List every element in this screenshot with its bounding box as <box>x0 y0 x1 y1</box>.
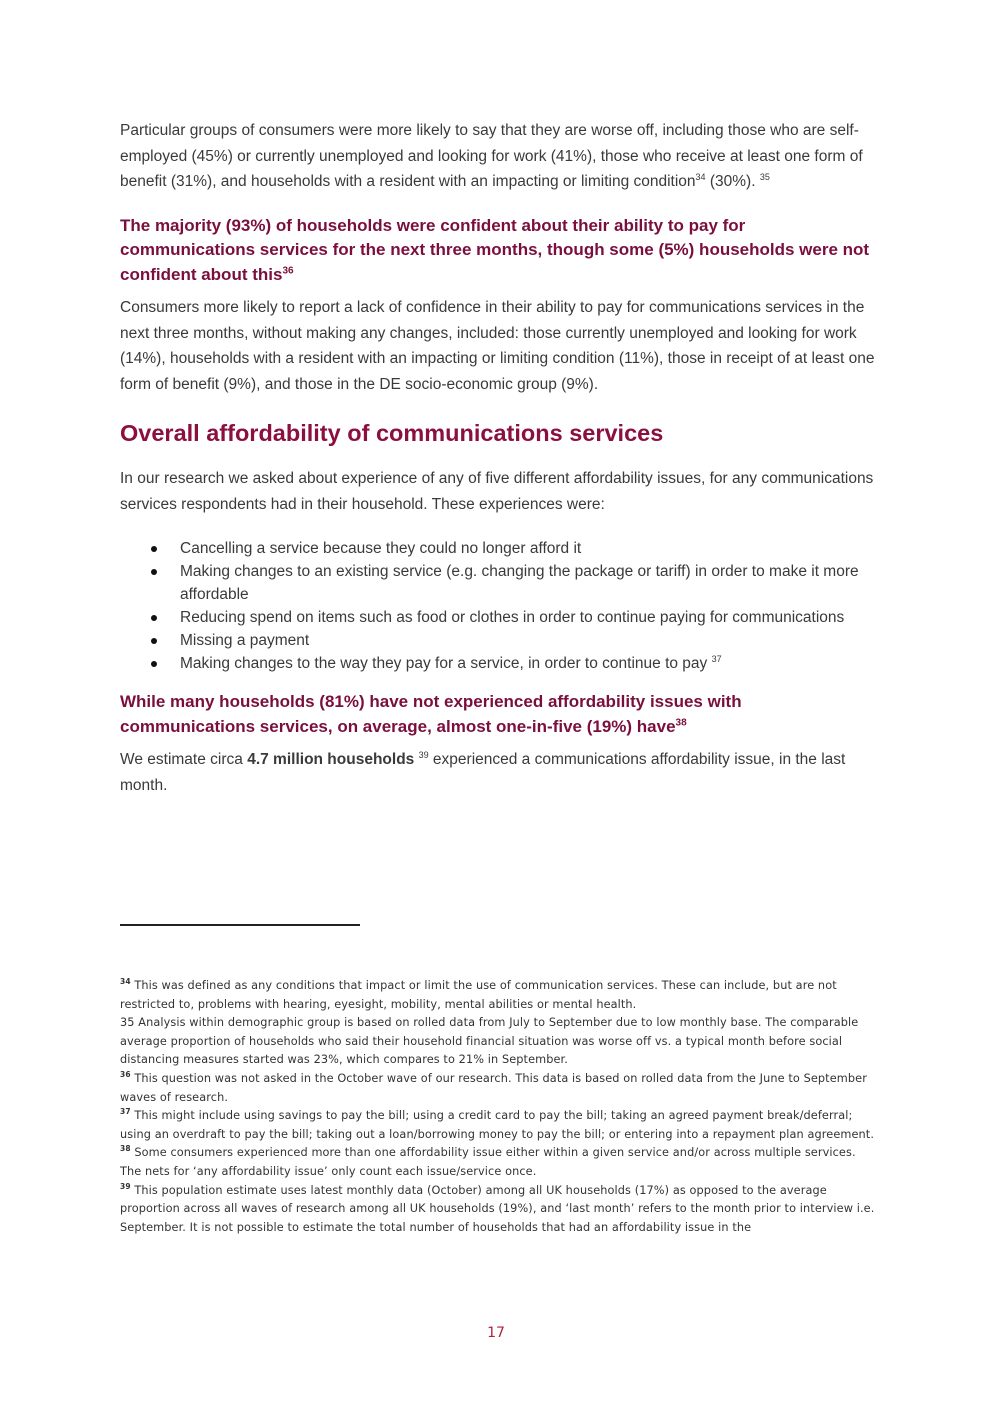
footnote-ref-35[interactable]: 35 <box>759 171 770 182</box>
list-item: Reducing spend on items such as food or clothes in order to continue paying for communications <box>120 606 876 629</box>
affordability-issues-list <box>120 537 876 675</box>
footnote-36: $^{36}$ This question was not asked in the October wave of our research. This data is based on rolled data from the June to September waves of research. <box>120 1070 867 1104</box>
footnotes <box>120 977 876 1237</box>
bullet-icon <box>151 638 157 644</box>
paragraph-research-intro: In our research we asked about experience of any of five different affordability issues, for any communications services respondents had in their household. These experiences were: <box>120 470 874 513</box>
bullet-icon <box>151 569 157 575</box>
footnote-ref-39[interactable]: 39 <box>418 749 429 760</box>
list-item: Cancelling a service because they could no longer afford it <box>120 537 876 560</box>
footnote-ref-37[interactable]: 37 <box>711 653 722 664</box>
footnote-ref-36[interactable]: 36 <box>282 264 294 276</box>
page-number: 17 <box>487 1325 505 1341</box>
bold-estimate: 4.7 million households <box>247 751 415 768</box>
footnote-39: $^{39}$ This population estimate uses latest monthly data (October) among all UK households (17%) as opposed to the average proportion across all waves of research among all UK households (19%), and ‘last month’ refers to the month prior to interview i.e. September. It is not possible to estimate the total number of households that had an affordability issue in the <box>120 1181 875 1234</box>
bullet-icon <box>151 546 157 552</box>
footnote-38: $^{38}$ Some consumers experienced more than one affordability issue either within a given service and/or across multiple services. The nets for ‘any affordability issue’ only count each issue/service once. <box>120 1144 856 1178</box>
footnote-ref-38[interactable]: 38 <box>675 716 687 728</box>
main-content <box>120 118 876 798</box>
subheading-affordability-issues: While many households (81%) have not experienced affordability issues with communications services, on average, almost one-in-five (19%) have$^{38}$ <box>120 692 742 736</box>
footnote-37: $^{37}$ This might include using savings to pay the bill; using a credit card to pay the bill; taking an agreed payment break/deferral; using an overdraft to pay the bill; taking out a loan/borrowing money to pay the bill; or entering into a repayment plan agreement. <box>120 1107 875 1141</box>
list-item: Missing a payment <box>120 629 876 652</box>
list-item: Making changes to the way they pay for a service, in order to continue to pay $^{37}$ <box>120 652 876 675</box>
footnote-35: 35 Analysis within demographic group is based on rolled data from July to September due to low monthly base. The comparable average proportion of households who said their household financial situation was worse off vs. a typical month before social distancing measures started was 23%, which compares to 21% in September. <box>120 1016 859 1067</box>
paragraph-household-estimate: We estimate circa 4.7 million households $^{39}$ experienced a communications affordability issue, in the last month. <box>120 749 846 794</box>
bullet-icon <box>151 615 157 621</box>
paragraph-worse-off-groups: Particular groups of consumers were more likely to say that they are worse off, including those who are self-employed (45%) or currently unemployed and looking for work (41%), those who receive at least one form of benefit (31%), and households with a resident with an impacting or limiting condition$^{34}$ (30%). $^{35}$ <box>120 122 863 190</box>
subheading-confidence: The majority (93%) of households were confident about their ability to pay for communications services for the next three months, though some (5%) households were not confident about this$^{36}$ <box>120 215 870 284</box>
footnote-separator <box>120 924 360 926</box>
list-item: Making changes to an existing service (e.g. changing the package or tariff) in order to make it more affordable <box>120 560 876 606</box>
footnote-ref-34[interactable]: 34 <box>695 171 706 182</box>
paragraph-lack-of-confidence: Consumers more likely to report a lack of confidence in their ability to pay for communications services in the next three months, without making any changes, included: those currently unemployed and looking for work (14%), households with a resident with an impacting or limiting condition (11%), those in receipt of at least one form of benefit (9%), and those in the DE socio-economic group (9%). <box>120 299 875 393</box>
bullet-icon <box>151 661 157 667</box>
footnote-34: $^{34}$ This was defined as any conditions that impact or limit the use of communication services. These can include, but are not restricted to, problems with hearing, eyesight, mobility, mental abilities or mental health. <box>120 977 837 1011</box>
section-title: Overall affordability of communications services <box>120 420 664 446</box>
